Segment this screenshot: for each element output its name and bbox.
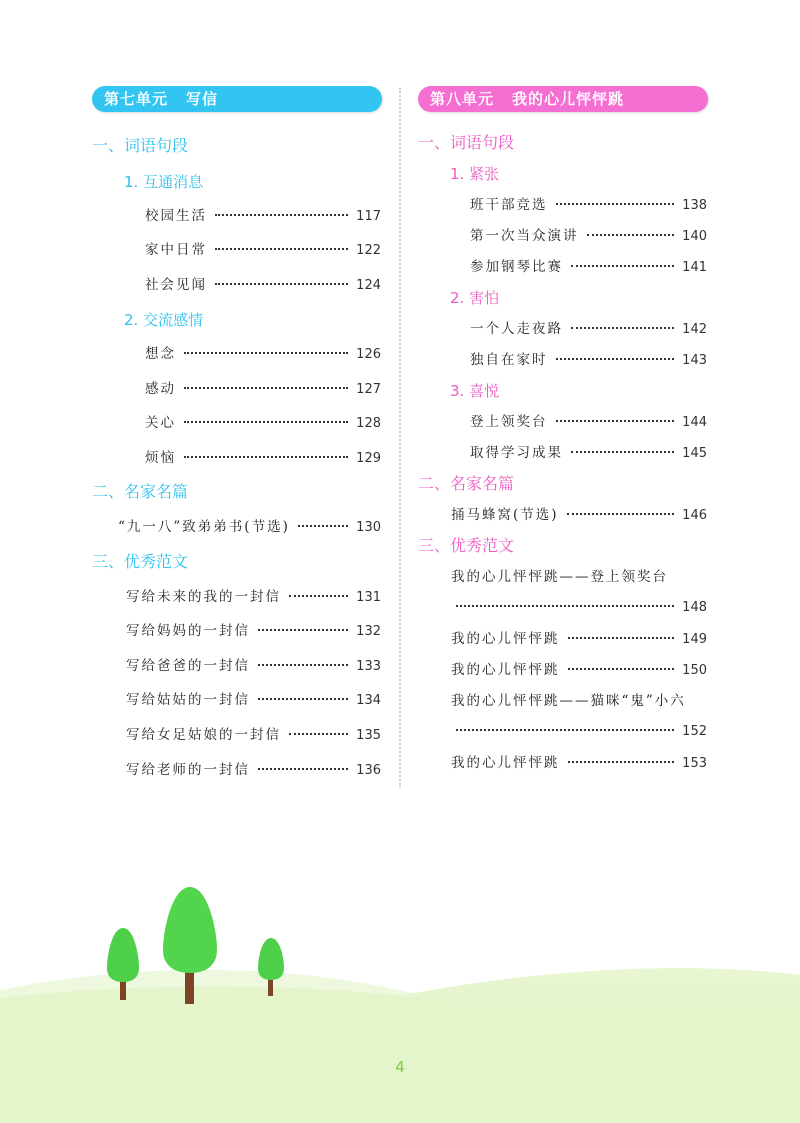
subsection-title: 2. 交流感情 [124, 311, 204, 329]
page-ref: 131 [356, 590, 381, 605]
toc-entry[interactable] [126, 760, 381, 781]
toc-entry-continuation [456, 598, 707, 618]
toc-entry[interactable] [126, 656, 381, 677]
entry-title: 写给未来的我的一封信 [126, 589, 281, 605]
unit-8-number: 第八单元 [430, 90, 495, 108]
entry-title: 想念 [145, 346, 176, 362]
leader-dots [567, 513, 675, 515]
unit-7-title: 写信 [186, 90, 219, 108]
toc-entry[interactable] [126, 587, 381, 608]
toc-entry[interactable] [470, 319, 707, 340]
leader-dots [184, 421, 348, 423]
subsection-title: 2. 害怕 [450, 289, 500, 307]
leader-dots [587, 234, 675, 236]
section-title: 三、优秀范文 [92, 552, 189, 571]
page-ref: 152 [682, 724, 707, 739]
leader-dots [258, 629, 348, 631]
leader-dots [215, 214, 348, 216]
entry-title: 独自在家时 [470, 352, 548, 368]
subsection-title: 1. 紧张 [450, 165, 500, 183]
page-ref: 129 [356, 451, 381, 466]
toc-entry[interactable] [145, 379, 381, 400]
leader-dots [184, 456, 348, 458]
page-ref: 153 [682, 756, 707, 771]
section-title: 一、词语句段 [92, 136, 189, 155]
toc-entry[interactable] [145, 240, 381, 261]
page-ref: 130 [356, 520, 381, 535]
toc-entry[interactable] [145, 275, 381, 296]
page-ref: 133 [356, 659, 381, 674]
leader-dots [568, 637, 675, 639]
toc-entry[interactable] [470, 195, 707, 216]
leader-dots [289, 733, 348, 735]
leader-dots [184, 387, 348, 389]
page-ref: 142 [682, 322, 707, 337]
entry-title: 社会见闻 [145, 277, 207, 293]
leader-dots [556, 358, 675, 360]
leader-dots [258, 664, 348, 666]
entry-title: 写给爸爸的一封信 [126, 658, 250, 674]
entry-title: 写给女足姑娘的一封信 [126, 727, 281, 743]
entry-title: “九一八”致弟弟书(节选) [118, 519, 290, 535]
leader-dots [556, 203, 675, 205]
entry-title: 写给老师的一封信 [126, 762, 250, 778]
entry-title: 第一次当众演讲 [470, 228, 579, 244]
page-ref: 122 [356, 243, 381, 258]
unit-8-column [418, 86, 708, 771]
entry-title: 家中日常 [145, 242, 207, 258]
toc-entry[interactable] [145, 206, 381, 227]
entry-title: 我的心儿怦怦跳 [451, 662, 560, 678]
entry-title: 校园生活 [145, 208, 207, 224]
toc-entry[interactable] [470, 226, 707, 247]
toc-entry[interactable] [118, 517, 381, 538]
toc-entry[interactable] [145, 413, 381, 434]
entry-title: 感动 [145, 381, 176, 397]
entry-title: 取得学习成果 [470, 445, 563, 461]
toc-entry[interactable] [126, 621, 381, 642]
page-ref: 149 [682, 632, 707, 647]
column-divider [399, 88, 401, 788]
leader-dots [456, 605, 674, 607]
section-title: 三、优秀范文 [418, 536, 515, 555]
leader-dots [289, 595, 348, 597]
entry-title: 写给姑姑的一封信 [126, 692, 250, 708]
toc-entry[interactable] [451, 629, 707, 650]
entry-title[interactable]: 我的心儿怦怦跳——猫咪“鬼”小六 [451, 693, 686, 709]
toc-entry[interactable] [470, 412, 707, 433]
entry-title: 捅马蜂窝(节选) [451, 507, 559, 523]
unit-8-title: 我的心儿怦怦跳 [512, 90, 625, 108]
leader-dots [571, 451, 674, 453]
toc-entry[interactable] [145, 448, 381, 469]
page-ref: 127 [356, 382, 381, 397]
toc-entry[interactable] [126, 690, 381, 711]
toc-entry[interactable] [470, 257, 707, 278]
leader-dots [571, 265, 674, 267]
page-ref: 146 [682, 508, 707, 523]
unit-8-banner [418, 86, 708, 112]
leader-dots [184, 352, 348, 354]
entry-title: 烦恼 [145, 450, 176, 466]
page-ref: 124 [356, 278, 381, 293]
section-title: 二、名家名篇 [418, 474, 515, 493]
entry-title: 写给妈妈的一封信 [126, 623, 250, 639]
unit-7-banner [92, 86, 382, 112]
hills-and-trees-illustration [0, 860, 800, 1123]
page-number: 4 [395, 1058, 405, 1076]
page-ref: 134 [356, 693, 381, 708]
subsection-title: 3. 喜悦 [450, 382, 500, 400]
leader-dots [258, 768, 348, 770]
toc-entry-continuation [456, 722, 707, 742]
entry-title: 参加钢琴比赛 [470, 259, 563, 275]
page-ref: 138 [682, 198, 707, 213]
page-ref: 136 [356, 763, 381, 778]
leader-dots [556, 420, 675, 422]
entry-title: 班干部竞选 [470, 197, 548, 213]
leader-dots [215, 283, 348, 285]
unit-7-number: 第七单元 [104, 90, 169, 108]
section-title: 二、名家名篇 [92, 482, 189, 501]
toc-entry[interactable] [451, 660, 707, 681]
toc-entry[interactable] [451, 505, 707, 526]
page-ref: 126 [356, 347, 381, 362]
page-ref: 141 [682, 260, 707, 275]
toc-entry[interactable] [451, 753, 707, 774]
section-title: 一、词语句段 [418, 133, 515, 152]
leader-dots [298, 525, 348, 527]
page-ref: 148 [682, 600, 707, 615]
entry-title: 关心 [145, 415, 176, 431]
leader-dots [571, 327, 674, 329]
page-ref: 144 [682, 415, 707, 430]
page-ref: 150 [682, 663, 707, 678]
unit-7-column [92, 86, 382, 778]
page-ref: 135 [356, 728, 381, 743]
leader-dots [568, 761, 675, 763]
toc-entry[interactable] [145, 344, 381, 365]
leader-dots [215, 248, 348, 250]
entry-title: 我的心儿怦怦跳 [451, 631, 560, 647]
leader-dots [568, 668, 675, 670]
leader-dots [258, 698, 348, 700]
page-ref: 145 [682, 446, 707, 461]
entry-title[interactable]: 我的心儿怦怦跳——登上领奖台 [451, 569, 668, 585]
page-ref: 128 [356, 416, 381, 431]
toc-entry[interactable] [470, 443, 707, 464]
toc-entry[interactable] [470, 350, 707, 371]
entry-title: 登上领奖台 [470, 414, 548, 430]
leader-dots [456, 729, 674, 731]
toc-entry[interactable] [126, 725, 381, 746]
entry-title: 我的心儿怦怦跳 [451, 755, 560, 771]
page-ref: 140 [682, 229, 707, 244]
entry-title: 一个人走夜路 [470, 321, 563, 337]
page-ref: 132 [356, 624, 381, 639]
subsection-title: 1. 互通消息 [124, 173, 204, 191]
page-ref: 143 [682, 353, 707, 368]
page-ref: 117 [356, 209, 381, 224]
